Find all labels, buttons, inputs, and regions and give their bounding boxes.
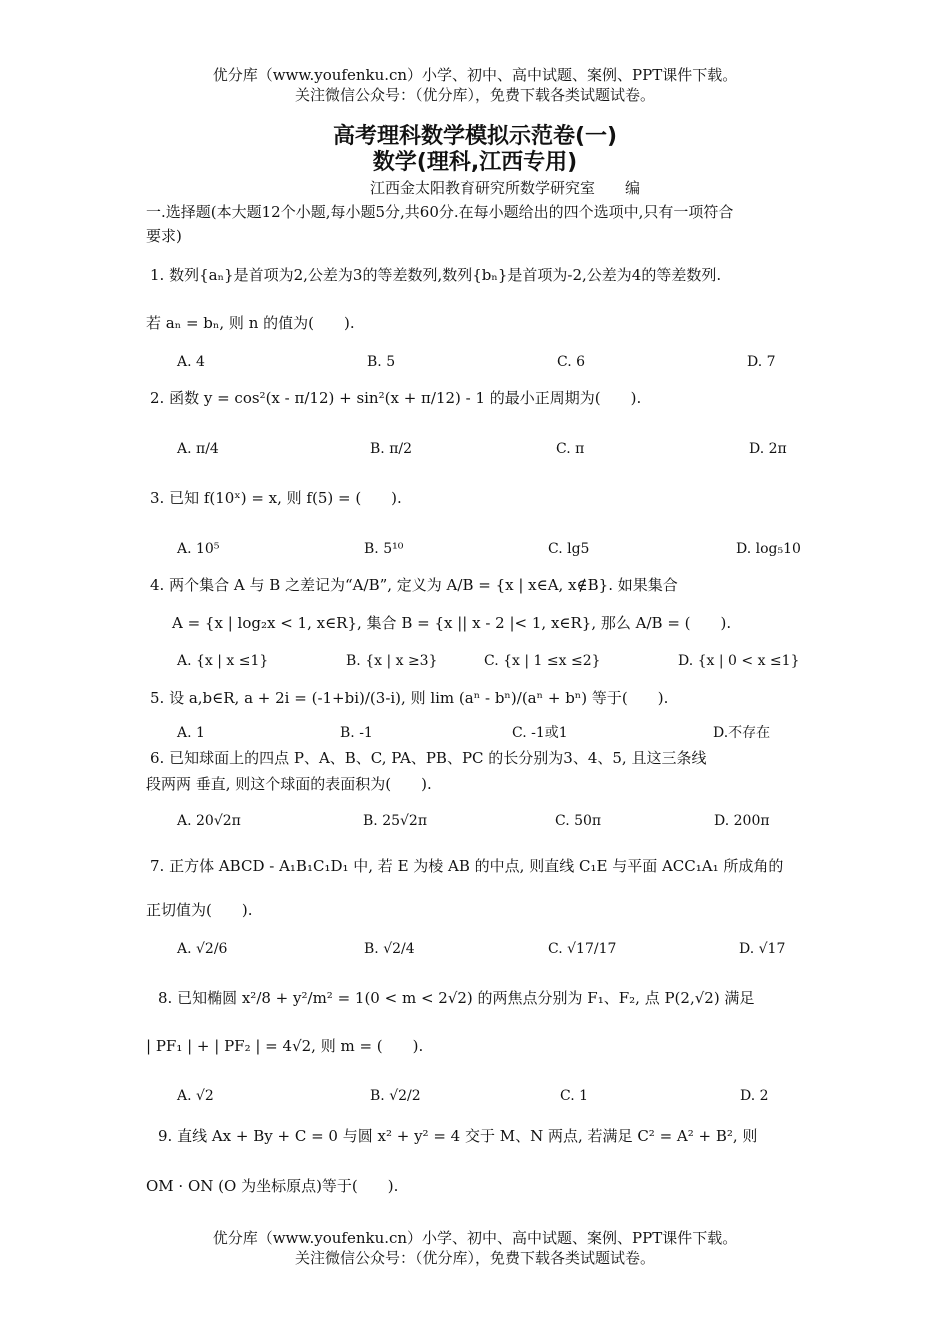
q6-stem-line1: 6. 已知球面上的四点 P、A、B、C, PA、PB、PC 的长分别为3、4、5, 且这三条线 bbox=[150, 749, 707, 767]
q4-stem-line2: A = {x | log₂x < 1, x∈R}, 集合 B = {x || x - 2 |< 1, x∈R}, 那么 A/B = ( ). bbox=[172, 614, 732, 632]
q1-option-c: C. 6 bbox=[557, 354, 586, 370]
q9-stem-line2: OM · ON (O 为坐标原点)等于( ). bbox=[146, 1177, 399, 1195]
q5-option-b: B. -1 bbox=[340, 725, 373, 741]
site-header-line2: 关注微信公众号：（优分库），免费下载各类试题试卷。 bbox=[294, 86, 655, 104]
q6-option-c: C. 50π bbox=[555, 813, 602, 829]
q5-stem: 5. 设 a,b∈R, a + 2i = (-1+bi)/(3-i), 则 lim (aⁿ - bⁿ)/(aⁿ + bⁿ) 等于( ). bbox=[150, 689, 669, 707]
q7-option-b: B. √2/4 bbox=[364, 941, 415, 957]
q3-stem: 3. 已知 f(10ˣ) = x, 则 f(5) = ( ). bbox=[150, 489, 402, 507]
q1-option-b: B. 5 bbox=[367, 354, 396, 370]
q8-stem-line1: 8. 已知椭圆 x²/8 + y²/m² = 1(0 < m < 2√2) 的两焦点分别为 F₁、F₂, 点 P(2,√2) 满足 bbox=[158, 989, 755, 1007]
q6-option-a: A. 20√2π bbox=[177, 813, 241, 829]
exam-title: 高考理科数学模拟示范卷(一) bbox=[332, 124, 618, 149]
q7-option-d: D. √17 bbox=[739, 941, 786, 957]
q7-stem-line1: 7. 正方体 ABCD - A₁B₁C₁D₁ 中, 若 E 为棱 AB 的中点, 则直线 C₁E 与平面 ACC₁A₁ 所成角的 bbox=[150, 857, 784, 875]
q4-option-d: D. {x | 0 < x ≤1} bbox=[678, 653, 800, 669]
q1-option-a: A. 4 bbox=[177, 354, 205, 370]
q5-option-a: A. 1 bbox=[177, 725, 205, 741]
site-footer-line1: 优分库（www.youfenku.cn）小学、初中、高中试题、案例、PPT课件下载。 bbox=[212, 1229, 738, 1247]
q8-stem-line2: | PF₁ | + | PF₂ | = 4√2, 则 m = ( ). bbox=[146, 1037, 424, 1055]
q8-option-a: A. √2 bbox=[177, 1088, 214, 1104]
q3-option-b: B. 5¹⁰ bbox=[364, 541, 404, 557]
q8-option-c: C. 1 bbox=[560, 1088, 589, 1104]
q5-option-d: D.不存在 bbox=[713, 725, 771, 741]
q6-stem-line2: 段两两 垂直, 则这个球面的表面积为( ). bbox=[146, 775, 432, 793]
q4-option-c: C. {x | 1 ≤x ≤2} bbox=[484, 653, 601, 669]
q8-option-b: B. √2/2 bbox=[370, 1088, 421, 1104]
q6-option-d: D. 200π bbox=[714, 813, 770, 829]
q3-option-d: D. log₅10 bbox=[736, 541, 801, 557]
site-footer-line2: 关注微信公众号：（优分库），免费下载各类试题试卷。 bbox=[294, 1249, 655, 1267]
q1-option-d: D. 7 bbox=[747, 354, 776, 370]
q1-stem-line2: 若 aₙ = bₙ, 则 n 的值为( ). bbox=[146, 314, 355, 332]
q9-stem-line1: 9. 直线 Ax + By + C = 0 与圆 x² + y² = 4 交于 M、N 两点, 若满足 C² = A² + B², 则 bbox=[158, 1127, 758, 1145]
section1-instructions-l2: 要求) bbox=[146, 227, 182, 245]
q2-option-d: D. 2π bbox=[749, 441, 787, 457]
q4-option-b: B. {x | x ≥3} bbox=[346, 653, 438, 669]
q4-option-a: A. {x | x ≤1} bbox=[177, 653, 269, 669]
q8-option-d: D. 2 bbox=[740, 1088, 769, 1104]
q6-option-b: B. 25√2π bbox=[363, 813, 428, 829]
q3-option-a: A. 10⁵ bbox=[177, 541, 220, 557]
q7-option-a: A. √2/6 bbox=[177, 941, 228, 957]
section1-instructions-l1: 一.选择题(本大题12个小题,每小题5分,共60分.在每小题给出的四个选项中,只有一项符合 bbox=[146, 203, 734, 221]
exam-subtitle: 数学(理科,江西专用) bbox=[372, 150, 578, 175]
q2-stem: 2. 函数 y = cos²(x - π/12) + sin²(x + π/12) - 1 的最小正周期为( ). bbox=[150, 389, 642, 407]
q1-stem-line1: 1. 数列{aₙ}是首项为2,公差为3的等差数列,数列{bₙ}是首项为-2,公差为4的等差数列. bbox=[150, 266, 722, 284]
exam-author: 江西金太阳教育研究所数学研究室 编 bbox=[369, 179, 640, 197]
q5-option-c: C. -1或1 bbox=[512, 725, 568, 741]
q2-option-b: B. π/2 bbox=[370, 441, 413, 457]
q2-option-a: A. π/4 bbox=[177, 441, 219, 457]
site-header-line1: 优分库（www.youfenku.cn）小学、初中、高中试题、案例、PPT课件下载。 bbox=[212, 66, 738, 84]
q3-option-c: C. lg5 bbox=[548, 541, 590, 557]
q7-option-c: C. √17/17 bbox=[548, 941, 617, 957]
q7-stem-line2: 正切值为( ). bbox=[146, 901, 253, 919]
q4-stem-line1: 4. 两个集合 A 与 B 之差记为“A/B”, 定义为 A/B = {x | x∈A, x∉B}. 如果集合 bbox=[150, 576, 678, 594]
q2-option-c: C. π bbox=[556, 441, 585, 457]
